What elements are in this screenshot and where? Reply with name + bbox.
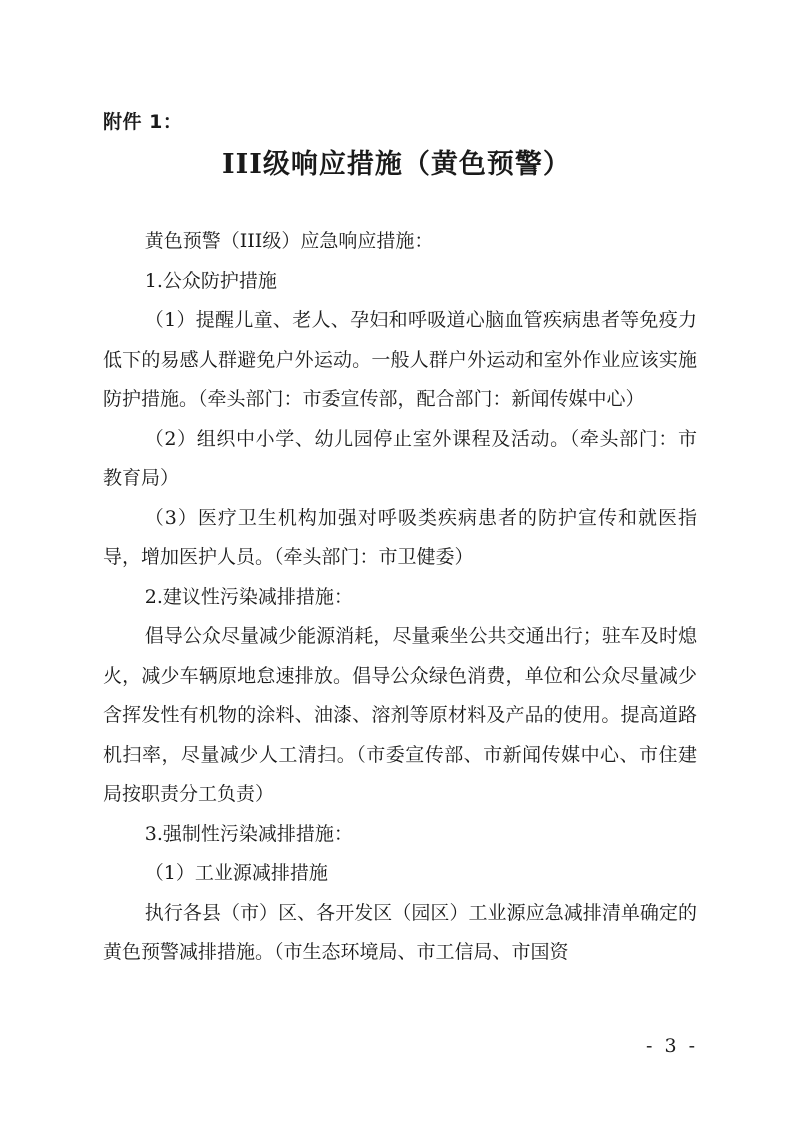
paragraph-section-2-heading: 2.建议性污染减排措施：: [144, 585, 353, 608]
paragraph-section-3-heading: 3.强制性污染减排措施：: [144, 822, 353, 845]
paragraph-1-2: （2）组织中小学、幼儿园停止室外课程及活动。（牵头部门：市教育局）: [103, 427, 697, 489]
document-title: III级响应措施（黄色预警）: [222, 149, 571, 180]
paragraph-section-1-heading: 1.公众防护措施: [144, 269, 277, 292]
paragraph-intro: 黄色预警（III级）应急响应措施：: [144, 230, 434, 252]
page-number: - 3 -: [645, 1035, 698, 1057]
paragraph-3-1-body: 执行各县（市）区、各开发区（园区）工业源应急减排清单确定的黄色预警减排措施。（市生态环境局、市工信局、市国资: [103, 901, 697, 963]
attachment-label: 附件 1：: [103, 111, 183, 133]
paragraph-1-1: （1）提醒儿童、老人、孕妇和呼吸道心脑血管疾病患者等免疫力低下的易感人群避免户外运动。一般人群户外运动和室外作业应该实施防护措施。（牵头部门：市委宣传部，配合部门：新闻传媒中心）: [103, 309, 697, 410]
document-body: [103, 222, 697, 973]
paragraph-1-3: （3）医疗卫生机构加强对呼吸类疾病患者的防护宣传和就医指导，增加医护人员。（牵头部门：市卫健委）: [103, 506, 697, 568]
paragraph-2-body: 倡导公众尽量减少能源消耗，尽量乘坐公共交通出行；驻车及时熄火，减少车辆原地怠速排放。倡导公众绿色消费，单位和公众尽量减少含挥发性有机物的涂料、油漆、溶剂等原材料及产品的使用。提高道路机扫率，尽量减少人工清扫。（市委宣传部、市新闻传媒中心、市住建局按职责分工负责）: [103, 625, 697, 805]
paragraph-3-1-heading: （1）工业源减排措施: [144, 862, 328, 884]
